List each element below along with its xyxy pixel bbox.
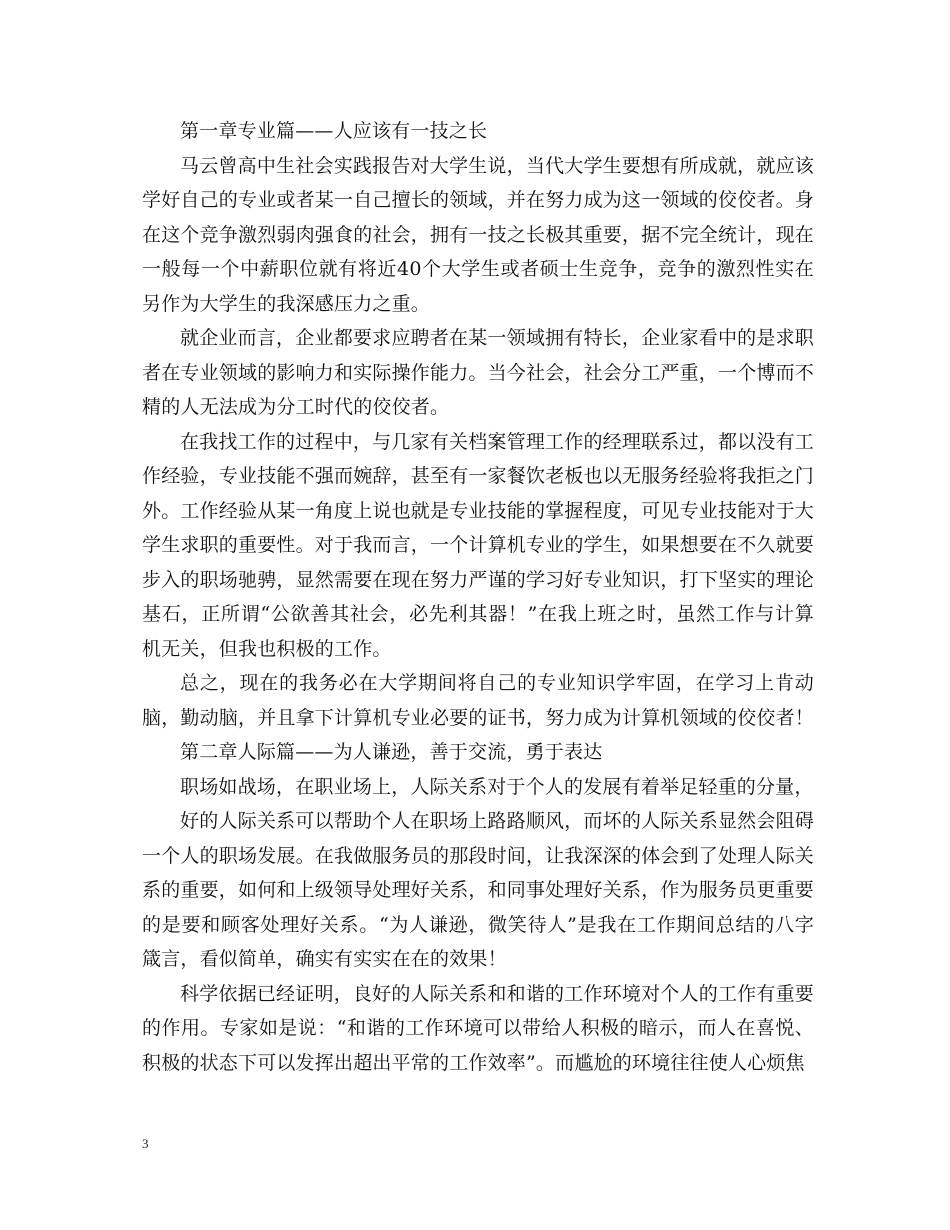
paragraph-workplace: 职场如战场，在职业场上，人际关系对于个人的发展有着举足轻重的分量， [180, 775, 814, 798]
page-number: 3 [142, 1136, 149, 1151]
chapter-one-heading: 第一章专业篇——人应该有一技之长 [180, 120, 488, 142]
paragraph-science: 科学依据已经证明，良好的人际关系和和谐的工作环境对个人的工作有重要的作用。专家如是说：“和谐的工作环境可以带给人积极的暗示，而人在喜悦、积极的状态下可以发挥出超出平常的工作效率”。而尴尬的环境往往使人心烦焦 [142, 982, 814, 1074]
paragraph-conclusion: 总之，现在的我务必在大学期间将自己的专业知识学牢固，在学习上肯动脑，勤动脑，并且拿下计算机专业必要的证书，努力成为计算机领域的佼佼者！ [142, 672, 815, 729]
document-body [142, 114, 814, 1080]
paragraph-intro: 马云曾高中生社会实践报告对大学生说，当代大学生要想有所成就，就应该学好自己的专业或者某一自己擅长的领域，并在努力成为这一领域的佼佼者。身在这个竞争激烈弱肉强食的社会，拥有一技之长极其重要，据不完全统计，现在一般每一个中薪职位就有将近40个大学生或者硕士生竞争，竞争的激烈性实在另作为大学生的我深感压力之重。 [142, 154, 815, 315]
chapter-two-heading: 第二章人际篇——为人谦逊，善于交流，勇于表达 [180, 741, 603, 763]
paragraph-job-search: 在我找工作的过程中，与几家有关档案管理工作的经理联系过，都以没有工作经验，专业技能不强而婉辞，甚至有一家餐饮老板也以无服务经验将我拒之门外。工作经验从某一角度上说也就是专业技能的掌握程度，可见专业技能对于大学生求职的重要性。对于我而言，一个计算机专业的学生，如果想要在不久就要步入的职场驰骋，显然需要在现在努力严谨的学习好专业知识，打下坚实的理论基石，正所谓“公欲善其社会，必先利其器！”在我上班之时，虽然工作与计算机无关，但我也积极的工作。 [142, 430, 815, 660]
paragraph-relationships: 好的人际关系可以帮助个人在职场上路路顺风，而坏的人际关系显然会阻碍一个人的职场发展。在我做服务员的那段时间，让我深深的体会到了处理人际关系的重要，如何和上级领导处理好关系，和同事处理好关系，作为服务员更重要的是要和顾客处理好关系。“为人谦逊，微笑待人”是我在工作期间总结的八字箴言，看似简单，确实有实实在在的效果！ [142, 810, 815, 970]
paragraph-enterprise: 就企业而言，企业都要求应聘者在某一领域拥有特长，企业家看中的是求职者在专业领域的影响力和实际操作能力。当今社会，社会分工严重，一个博而不精的人无法成为分工时代的佼佼者。 [142, 327, 815, 418]
